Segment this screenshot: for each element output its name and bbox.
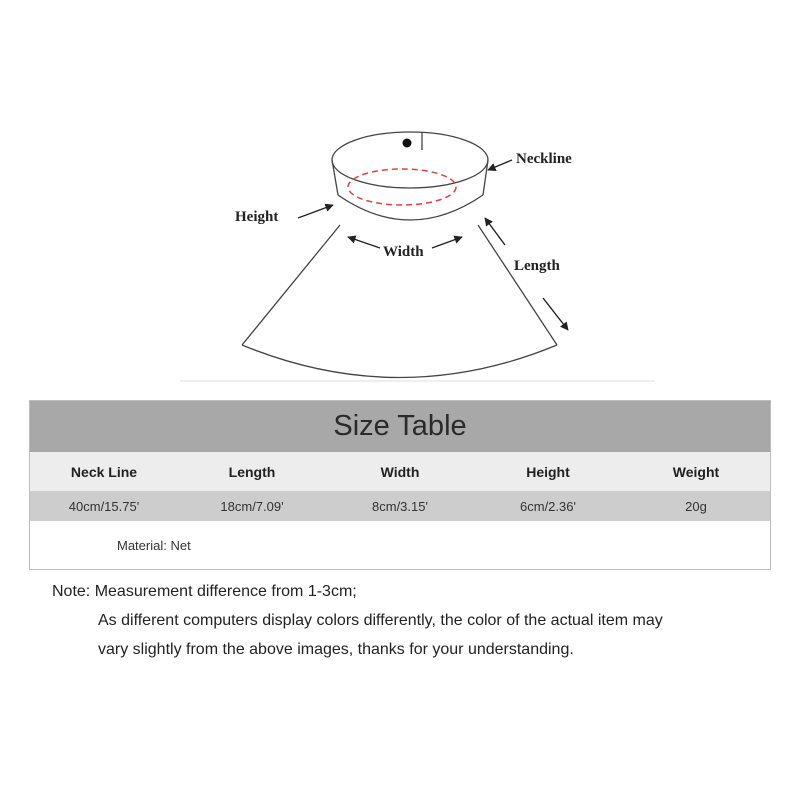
length-label: Length [514,258,560,274]
note-line-1: Note: Measurement difference from 1-3cm; [52,583,357,600]
value-length: 18cm/7.09' [220,498,284,514]
value-height: 6cm/2.36' [520,498,576,514]
neckline-dashed-ellipse [348,169,456,205]
size-table [29,400,771,570]
width-arrow-right [432,237,462,248]
material-text: Material: Net [117,537,191,553]
header-weight: Weight [672,463,720,480]
width-arrow-left [348,237,380,248]
size-table-value-row [30,491,770,521]
snap-button-dot [403,139,412,148]
value-neck-line: 40cm/15.75' [68,498,140,514]
size-table-title: Size Table [30,401,770,452]
neckline-arrow [488,160,512,170]
collar-measurement-diagram [0,0,800,390]
note-line-3: vary slightly from the above images, thanks for your understanding. [98,641,574,658]
value-width: 8cm/3.15' [372,498,428,514]
width-label: Width [383,244,424,260]
header-height: Height [526,463,570,480]
header-width: Width [380,463,420,480]
length-arrow-down [543,298,568,330]
header-length: Length [228,463,276,480]
height-label: Height [235,209,279,225]
size-table-header-row [30,452,770,491]
value-weight: 20g [685,498,707,514]
neckline-label: Neckline [516,151,572,167]
height-arrow [298,205,333,218]
note-block [52,580,663,667]
header-neck-line: Neck Line [70,463,138,480]
note-line-2: As different computers display colors differently, the color of the actual item may [98,612,663,629]
